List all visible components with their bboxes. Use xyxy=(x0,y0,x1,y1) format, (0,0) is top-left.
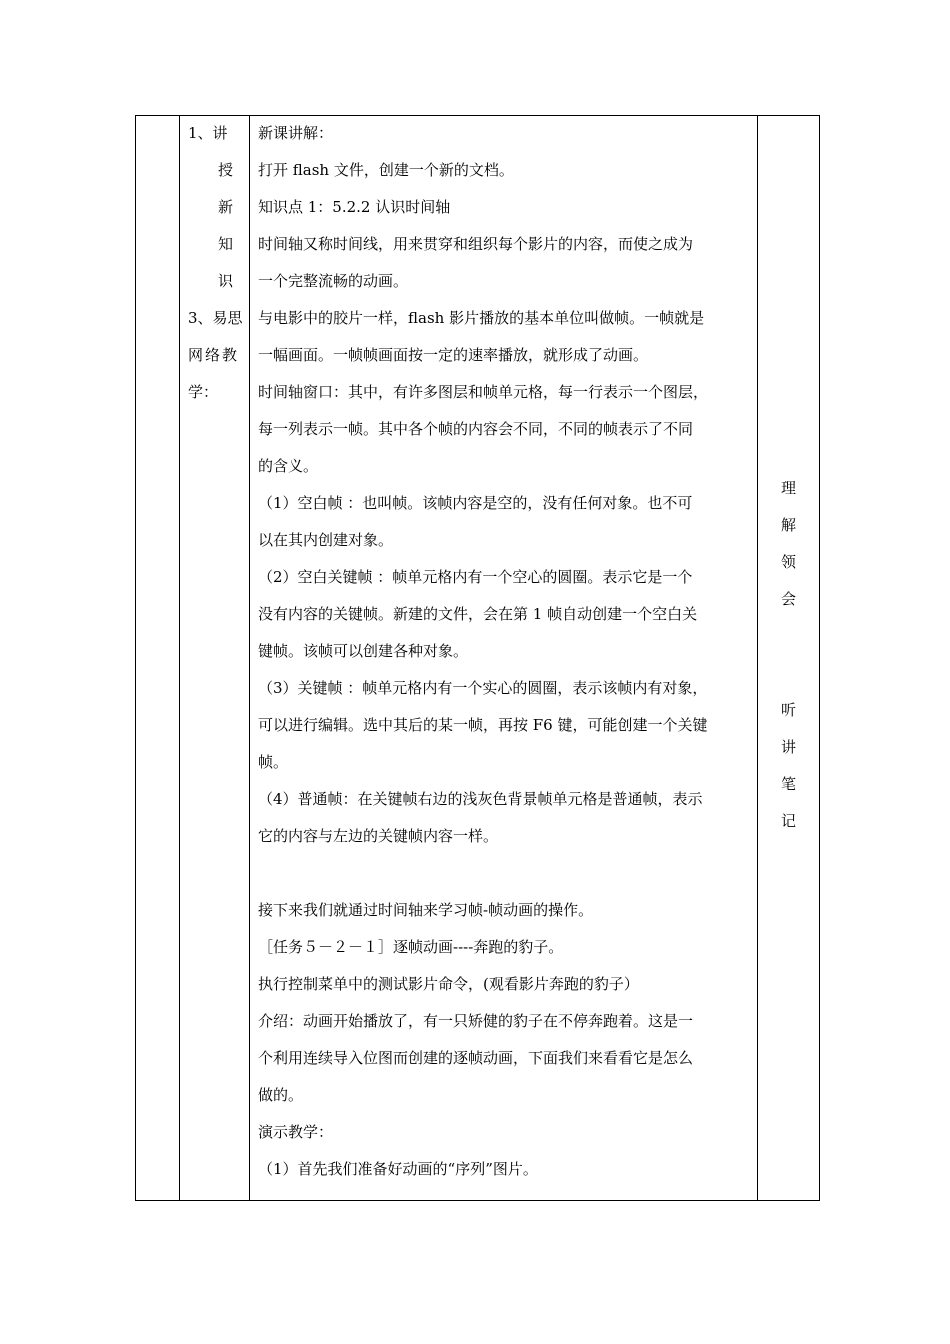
table-border-col-0 xyxy=(135,115,136,1201)
notes-char: 记 xyxy=(780,812,796,830)
content-line: 执行控制菜单中的测试影片命令，(观看影片奔跑的豹子） xyxy=(258,975,639,993)
content-line: 可以进行编辑。选中其后的某一帧，再按 F6 键，可能创建一个关键 xyxy=(258,716,708,734)
content-line: 时间轴又称时间线，用来贯穿和组织每个影片的内容，而使之成为 xyxy=(258,235,694,253)
content-line: 与电影中的胶片一样，flash 影片播放的基本单位叫做帧。一帧就是 xyxy=(258,309,705,327)
content-line: （2）空白关键帧 ：帧单元格内有一个空心的圆圈。表示它是一个 xyxy=(258,568,693,586)
content-line: 每一列表示一帧。其中各个帧的内容会不同，不同的帧表示了不同 xyxy=(258,420,694,438)
step-line: 1、讲 xyxy=(188,124,228,142)
content-line: 以在其内创建对象。 xyxy=(258,531,394,549)
content-line: 新课讲解： xyxy=(258,124,334,142)
notes-char: 解 xyxy=(780,516,796,534)
content-line: 个利用连续导入位图而创建的逐帧动画，下面我们来看看它是怎么 xyxy=(258,1049,694,1067)
lesson-content-column xyxy=(258,115,750,1188)
content-line: 接下来我们就通过时间轴来学习帧-帧动画的操作。 xyxy=(258,901,594,919)
content-line: 介绍：动画开始播放了，有一只矫健的豹子在不停奔跑着。这是一 xyxy=(258,1012,694,1030)
content-line: ［任务５－２－１］逐帧动画----奔跑的豹子。 xyxy=(258,938,564,956)
content-line: 它的内容与左边的关键帧内容一样。 xyxy=(258,827,499,845)
step-line: 学： xyxy=(188,383,219,401)
content-line: （4）普通帧：在关键帧右边的浅灰色背景帧单元格是普通帧，表示 xyxy=(258,790,703,808)
content-line: 一幅画面。一帧帧画面按一定的速率播放，就形成了动画。 xyxy=(258,346,649,364)
table-border-col-4 xyxy=(819,115,820,1201)
content-line: 键帧。该帧可以创建各种对象。 xyxy=(258,642,469,660)
teaching-steps-column xyxy=(180,115,249,411)
table-bottom-border xyxy=(135,1200,820,1201)
step-line: 授 xyxy=(218,161,234,179)
content-line: 一个完整流畅的动画。 xyxy=(258,272,409,290)
content-line: 做的。 xyxy=(258,1086,304,1104)
content-line: （1）空白帧 ：也叫帧。该帧内容是空的，没有任何对象。也不可 xyxy=(258,494,693,512)
content-line: 的含义。 xyxy=(258,457,319,475)
notes-char: 会 xyxy=(780,590,796,608)
notes-char: 听 xyxy=(780,701,796,719)
notes-spacer xyxy=(758,618,819,655)
table-border-col-2 xyxy=(249,115,250,1201)
notes-char: 笔 xyxy=(780,775,796,793)
content-line: 演示教学： xyxy=(258,1123,334,1141)
step-line: 知 xyxy=(218,235,234,253)
content-line: 没有内容的关键帧。新建的文件，会在第 1 帧自动创建一个空白关 xyxy=(258,605,698,623)
notes-column xyxy=(758,470,819,840)
content-line xyxy=(258,855,750,892)
step-line: 3、易思 xyxy=(188,309,243,327)
notes-char: 讲 xyxy=(780,738,796,756)
step-line: 网络教 xyxy=(188,346,240,364)
notes-spacer xyxy=(758,655,819,692)
notes-char: 理 xyxy=(780,479,796,497)
content-line: 时间轴窗口：其中，有许多图层和帧单元格，每一行表示一个图层， xyxy=(258,383,709,401)
content-line: 帧。 xyxy=(258,753,289,771)
notes-char: 领 xyxy=(780,553,796,571)
step-line: 新 xyxy=(218,198,234,216)
content-line: （3）关键帧 ：帧单元格内有一个实心的圆圈，表示该帧内有对象， xyxy=(258,679,708,697)
content-line: 知识点 1：5.2.2 认识时间轴 xyxy=(258,198,451,216)
step-line: 识 xyxy=(218,272,234,290)
content-line: （1）首先我们准备好动画的“序列”图片。 xyxy=(258,1160,538,1178)
content-line: 打开 flash 文件，创建一个新的文档。 xyxy=(258,161,514,179)
